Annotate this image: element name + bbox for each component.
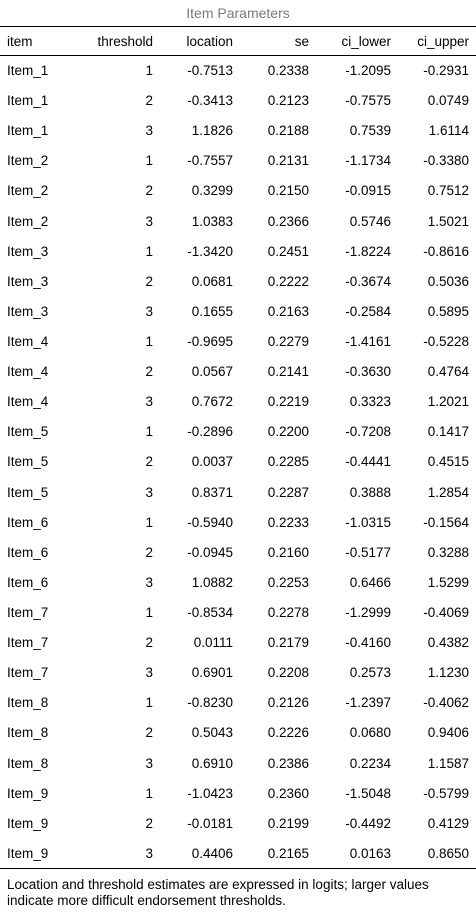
cell-ci-lower: -0.3674: [345, 273, 391, 289]
cell-location: -0.7513: [187, 63, 233, 79]
cell-ci-upper: -0.4062: [423, 695, 469, 711]
cell-se: 0.2226: [267, 725, 309, 741]
cell-se: 0.2386: [267, 755, 309, 771]
cell-ci-lower: -0.3630: [345, 364, 391, 380]
cell-threshold: 1: [145, 334, 153, 350]
cell-item: Item_5: [7, 484, 49, 500]
table-row: [0, 447, 476, 477]
cell-location: -0.5940: [187, 514, 233, 530]
cell-ci-upper: 0.4515: [427, 454, 469, 470]
table-row: [0, 86, 476, 116]
cell-ci-upper: -0.8616: [423, 243, 469, 259]
cell-ci-lower: -1.5048: [345, 785, 391, 801]
cell-ci-upper: 1.5021: [427, 213, 469, 229]
cell-se: 0.2179: [267, 635, 309, 651]
cell-threshold: 2: [145, 93, 153, 109]
cell-ci-upper: 1.2021: [427, 394, 469, 410]
cell-se: 0.2287: [267, 484, 309, 500]
cell-ci-upper: -0.1564: [423, 514, 469, 530]
cell-se: 0.2150: [267, 183, 309, 199]
table-row: [0, 718, 476, 748]
cell-se: 0.2285: [267, 454, 309, 470]
cell-ci-lower: -1.2095: [345, 63, 391, 79]
cell-threshold: 2: [145, 273, 153, 289]
cell-se: 0.2131: [267, 153, 309, 169]
cell-se: 0.2233: [267, 514, 309, 530]
cell-ci-lower: -0.4441: [345, 454, 391, 470]
table-row: [0, 266, 476, 296]
cell-ci-upper: 1.2854: [427, 484, 469, 500]
cell-item: Item_5: [7, 424, 49, 440]
cell-location: -0.8230: [187, 695, 233, 711]
table-body: [0, 56, 476, 869]
cell-location: -0.0945: [187, 544, 233, 560]
cell-threshold: 1: [145, 63, 153, 79]
cell-ci-upper: 1.1230: [427, 665, 469, 681]
cell-se: 0.2278: [267, 605, 309, 621]
cell-location: 0.8371: [191, 484, 233, 500]
cell-se: 0.2188: [267, 123, 309, 139]
table-row: [0, 357, 476, 387]
cell-threshold: 3: [145, 484, 153, 500]
cell-ci-lower: 0.6466: [349, 574, 391, 590]
cell-location: 0.0567: [191, 364, 233, 380]
cell-ci-upper: 0.4764: [427, 364, 469, 380]
item-parameters-table: [0, 26, 476, 869]
cell-item: Item_3: [7, 243, 49, 259]
table-row: [0, 326, 476, 356]
cell-ci-upper: 0.8650: [398, 838, 476, 868]
cell-item: Item_5: [7, 454, 49, 470]
table-row: [0, 808, 476, 838]
cell-item: Item_9: [7, 785, 49, 801]
cell-threshold: 1: [145, 785, 153, 801]
cell-se: 0.2366: [267, 213, 309, 229]
header-row: [0, 27, 476, 56]
cell-item: Item_8: [7, 695, 49, 711]
cell-ci-upper: 1.6114: [428, 123, 469, 139]
cell-threshold: 2: [145, 815, 153, 831]
table-row: [0, 296, 476, 326]
cell-se: 0.2208: [267, 665, 309, 681]
cell-location: 0.6910: [191, 755, 233, 771]
cell-ci-lower: -0.7575: [345, 93, 391, 109]
cell-threshold: 3: [145, 574, 153, 590]
cell-location: -0.3413: [187, 93, 233, 109]
table-row: [0, 236, 476, 266]
cell-ci-upper: -0.4069: [423, 605, 469, 621]
cell-se: 0.2200: [267, 424, 309, 440]
cell-ci-upper: 0.5036: [427, 273, 469, 289]
cell-item: Item_9: [0, 838, 80, 868]
cell-threshold: 1: [145, 153, 153, 169]
table-row: [0, 688, 476, 718]
cell-ci-lower: -0.5177: [345, 544, 391, 560]
cell-ci-lower: -1.2397: [345, 695, 391, 711]
cell-location: 0.0111: [193, 635, 233, 651]
table-row: [0, 477, 476, 507]
cell-location: -1.0423: [187, 785, 233, 801]
cell-ci-lower: -0.4160: [345, 635, 391, 651]
table-row: [0, 417, 476, 447]
table-footnote: Location and threshold estimates are expressed in logits; larger values indicate more difficult endorsement thresholds.: [7, 876, 429, 908]
cell-item: Item_6: [7, 544, 49, 560]
cell-ci-lower: 0.2234: [349, 755, 391, 771]
cell-threshold: 2: [145, 635, 153, 651]
table-row: [0, 658, 476, 688]
table-row: [0, 116, 476, 146]
column-header-location: location: [160, 27, 240, 56]
table-title: Item Parameters: [186, 5, 290, 21]
cell-ci-upper: -0.5799: [423, 785, 469, 801]
table-row: [0, 146, 476, 176]
table-row: [0, 628, 476, 658]
table-row: [0, 56, 476, 86]
table-row: [0, 507, 476, 537]
cell-se: 0.2279: [267, 334, 309, 350]
cell-threshold: 2: [145, 725, 153, 741]
cell-se: 0.2219: [267, 394, 309, 410]
column-header-threshold: threshold: [80, 27, 160, 56]
cell-item: Item_9: [7, 815, 49, 831]
cell-ci-upper: 0.4129: [427, 815, 469, 831]
cell-threshold: 1: [145, 605, 153, 621]
table-row: [0, 838, 476, 868]
cell-ci-lower: 0.2573: [349, 665, 391, 681]
cell-item: Item_1: [7, 63, 49, 79]
cell-ci-lower: -1.4161: [345, 334, 391, 350]
cell-ci-lower: -1.2999: [345, 605, 391, 621]
cell-item: Item_1: [7, 93, 49, 109]
cell-threshold: 3: [145, 123, 153, 139]
cell-ci-lower: 0.7539: [349, 123, 391, 139]
cell-se: 0.2338: [267, 63, 309, 79]
cell-ci-upper: 0.7512: [427, 183, 469, 199]
table-row: [0, 387, 476, 417]
cell-ci-upper: -0.2931: [423, 63, 469, 79]
cell-item: Item_2: [7, 153, 49, 169]
column-header-ci-upper: ci_upper: [398, 27, 476, 56]
cell-se: 0.2253: [267, 574, 309, 590]
cell-location: 1.1826: [191, 123, 233, 139]
cell-item: Item_2: [7, 183, 49, 199]
cell-threshold: 2: [145, 544, 153, 560]
cell-location: 0.5043: [191, 725, 233, 741]
cell-threshold: 3: [145, 665, 153, 681]
cell-threshold: 3: [145, 303, 153, 319]
cell-location: 0.3299: [191, 183, 233, 199]
cell-item: Item_8: [7, 755, 49, 771]
cell-ci-lower: 0.3888: [349, 484, 391, 500]
cell-se: 0.2141: [267, 364, 309, 380]
cell-threshold: 1: [145, 424, 153, 440]
cell-location: 0.4406: [160, 838, 240, 868]
cell-ci-upper: -0.3380: [423, 153, 469, 169]
table-row: [0, 597, 476, 627]
cell-location: 0.1655: [191, 303, 233, 319]
cell-ci-upper: -0.5228: [423, 334, 469, 350]
cell-location: 0.0681: [191, 273, 233, 289]
cell-item: Item_4: [7, 394, 49, 410]
cell-ci-lower: -1.8224: [345, 243, 391, 259]
cell-threshold: 2: [145, 183, 153, 199]
cell-location: -0.0181: [187, 815, 233, 831]
cell-item: Item_1: [7, 123, 49, 139]
cell-se: 0.2165: [240, 838, 316, 868]
cell-location: -1.3420: [187, 243, 233, 259]
cell-item: Item_4: [7, 334, 49, 350]
column-header-se: se: [240, 27, 316, 56]
cell-se: 0.2360: [267, 785, 309, 801]
cell-threshold: 3: [145, 394, 153, 410]
table-header: [0, 27, 476, 56]
table-row: [0, 176, 476, 206]
cell-se: 0.2160: [267, 544, 309, 560]
cell-ci-lower: 0.5746: [349, 213, 391, 229]
column-header-ci-lower: ci_lower: [316, 27, 398, 56]
cell-item: Item_8: [7, 725, 49, 741]
cell-item: Item_7: [7, 605, 49, 621]
cell-ci-upper: 0.3288: [427, 544, 469, 560]
table-row: [0, 778, 476, 808]
cell-threshold: 2: [145, 454, 153, 470]
table-row: [0, 567, 476, 597]
cell-ci-lower: 0.3323: [349, 394, 391, 410]
cell-ci-upper: 0.5895: [427, 303, 469, 319]
cell-se: 0.2123: [267, 93, 309, 109]
cell-threshold: 3: [145, 755, 153, 771]
cell-item: Item_7: [7, 665, 49, 681]
cell-ci-lower: -0.4492: [345, 815, 391, 831]
cell-ci-lower: -0.2584: [345, 303, 391, 319]
cell-threshold: 1: [145, 695, 153, 711]
cell-ci-lower: 0.0680: [349, 725, 391, 741]
table-row: [0, 537, 476, 567]
cell-location: 1.0882: [191, 574, 233, 590]
cell-threshold: 3: [80, 838, 160, 868]
cell-location: -0.8534: [187, 605, 233, 621]
table-row: [0, 206, 476, 236]
table-row: [0, 748, 476, 778]
cell-item: Item_3: [7, 273, 49, 289]
cell-se: 0.2163: [267, 303, 309, 319]
cell-item: Item_3: [7, 303, 49, 319]
cell-ci-upper: 0.9406: [427, 725, 469, 741]
cell-location: -0.7557: [187, 153, 233, 169]
cell-ci-upper: 0.0749: [427, 93, 469, 109]
cell-item: Item_6: [7, 514, 49, 530]
cell-ci-lower: -0.0915: [345, 183, 391, 199]
cell-se: 0.2222: [267, 273, 309, 289]
cell-location: 0.0037: [191, 454, 233, 470]
cell-ci-lower: 0.0163: [316, 838, 398, 868]
cell-threshold: 1: [145, 243, 153, 259]
cell-threshold: 1: [145, 514, 153, 530]
cell-item: Item_4: [7, 364, 49, 380]
cell-location: -0.2896: [187, 424, 233, 440]
cell-location: 0.7672: [191, 394, 233, 410]
cell-location: 0.6901: [191, 665, 233, 681]
cell-threshold: 2: [145, 364, 153, 380]
cell-threshold: 3: [145, 213, 153, 229]
column-header-item: item: [0, 27, 80, 56]
cell-ci-upper: 1.1587: [427, 755, 469, 771]
cell-location: -0.9695: [187, 334, 233, 350]
cell-item: Item_7: [7, 635, 49, 651]
cell-se: 0.2199: [267, 815, 309, 831]
cell-item: Item_6: [7, 574, 49, 590]
cell-ci-upper: 0.1417: [427, 424, 469, 440]
cell-ci-lower: -0.7208: [345, 424, 391, 440]
cell-ci-upper: 1.5299: [427, 574, 469, 590]
cell-item: Item_2: [7, 213, 49, 229]
cell-ci-lower: -1.0315: [345, 514, 391, 530]
cell-ci-lower: -1.1734: [345, 153, 391, 169]
cell-se: 0.2126: [267, 695, 309, 711]
cell-ci-upper: 0.4382: [427, 635, 469, 651]
cell-location: 1.0383: [191, 213, 233, 229]
cell-se: 0.2451: [267, 243, 309, 259]
